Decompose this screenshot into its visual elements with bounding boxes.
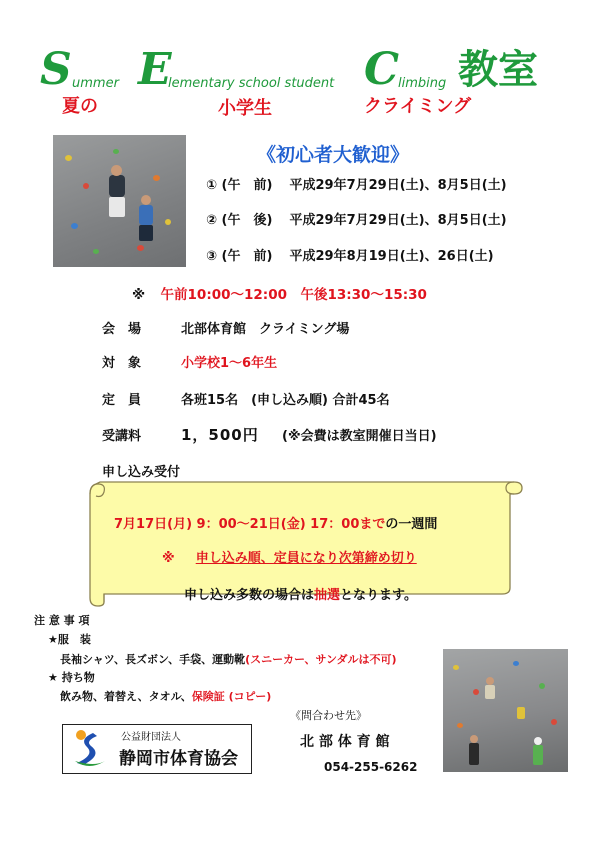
logo-mark-icon: [67, 727, 111, 771]
application-title: 申し込み受付: [102, 465, 181, 480]
application-period-black: の一週間: [385, 517, 438, 532]
venue-label: 会 場: [102, 322, 142, 337]
application-period-red: 7月17日(月) 9：00〜21日(金) 17：00まで: [114, 517, 386, 532]
session-dates: 平成29年7月29日(土)、8月5日(土): [289, 213, 507, 228]
target-value: 小学校1〜6年生: [181, 356, 278, 371]
venue-value: 北部体育館 クライミング場: [181, 322, 350, 337]
session-row: [206, 245, 494, 264]
capacity-label: 定 員: [102, 393, 142, 408]
header-c-letter: C: [364, 44, 400, 95]
header-c-rest: limbing: [398, 76, 447, 91]
time-note-text: 午前10:00〜12:00 午後13:30〜15:30: [160, 287, 427, 303]
lottery-pre: 申し込み多数の場合は: [184, 588, 315, 603]
session-number: ②: [206, 213, 218, 228]
session-dates: 平成29年8月19日(土)、26日(土): [289, 249, 494, 264]
session-period: (午 前): [221, 178, 273, 193]
first-come-text: 申し込み順、定員になり次第締め切り: [195, 551, 417, 566]
notes-title: 注 意 事 項: [34, 614, 90, 627]
fee-note: (※会費は教室開催日当日): [282, 429, 437, 444]
items-title: ★ 持ち物: [48, 671, 95, 684]
header-natsu: 夏の: [62, 96, 98, 117]
target-label: 対 象: [102, 356, 142, 371]
lottery-post: となります。: [340, 588, 417, 603]
lottery-red: 抽選: [314, 588, 341, 603]
header-kyoshitsu: 教室: [458, 47, 538, 93]
header-climbing-kana: クライミング: [364, 96, 472, 117]
items-black: 飲み物、着替え、タオル、: [60, 690, 192, 703]
items-red: 保険証 (コピー): [191, 690, 272, 703]
header-s-letter: S: [40, 44, 72, 95]
capacity-value: 各班15名 (申し込み順) 合計45名: [181, 393, 390, 408]
climbing-photo-children: [53, 135, 186, 267]
clothing-line: [60, 651, 397, 667]
logo-org-type: 公益財団法人: [121, 732, 181, 743]
time-note: [132, 283, 427, 303]
header-e-rest: lementary school student: [168, 76, 335, 91]
session-row: [206, 209, 507, 228]
note-mark: ※: [162, 551, 175, 566]
header-title: [40, 44, 560, 128]
items-line: [60, 688, 271, 704]
session-period: (午 後): [221, 213, 273, 228]
fee-value: 1，500円: [181, 426, 259, 444]
contact-label: 《問合わせ先》: [290, 709, 367, 722]
session-dates: 平成29年7月29日(土)、8月5日(土): [289, 178, 507, 193]
session-number: ①: [206, 178, 218, 193]
header-e-letter: E: [138, 44, 172, 95]
note-mark: ※: [132, 287, 146, 303]
clothing-red: (スニーカー、サンダルは不可): [245, 653, 397, 666]
lottery-note: [184, 584, 417, 603]
session-row: [206, 174, 507, 193]
climbing-photo-wall: [443, 649, 568, 772]
session-number: ③: [206, 249, 218, 264]
session-period: (午 前): [221, 249, 273, 264]
logo-org-name: 静岡市体育協会: [119, 749, 238, 769]
header-s-rest: ummer: [72, 76, 119, 91]
organization-logo: [62, 724, 252, 774]
contact-name: 北 部 体 育 館: [300, 734, 390, 750]
contact-phone: 054-255-6262: [324, 760, 418, 774]
first-come-note: [162, 547, 417, 566]
header-shogakusei: 小学生: [218, 98, 272, 119]
fee-label: 受講料: [102, 429, 142, 444]
welcome-banner: 《初心者大歓迎》: [257, 144, 410, 166]
clothing-black: 長袖シャツ、長ズボン、手袋、運動靴: [60, 653, 246, 666]
clothing-title: ★服 装: [48, 633, 91, 646]
application-period: [114, 513, 437, 532]
